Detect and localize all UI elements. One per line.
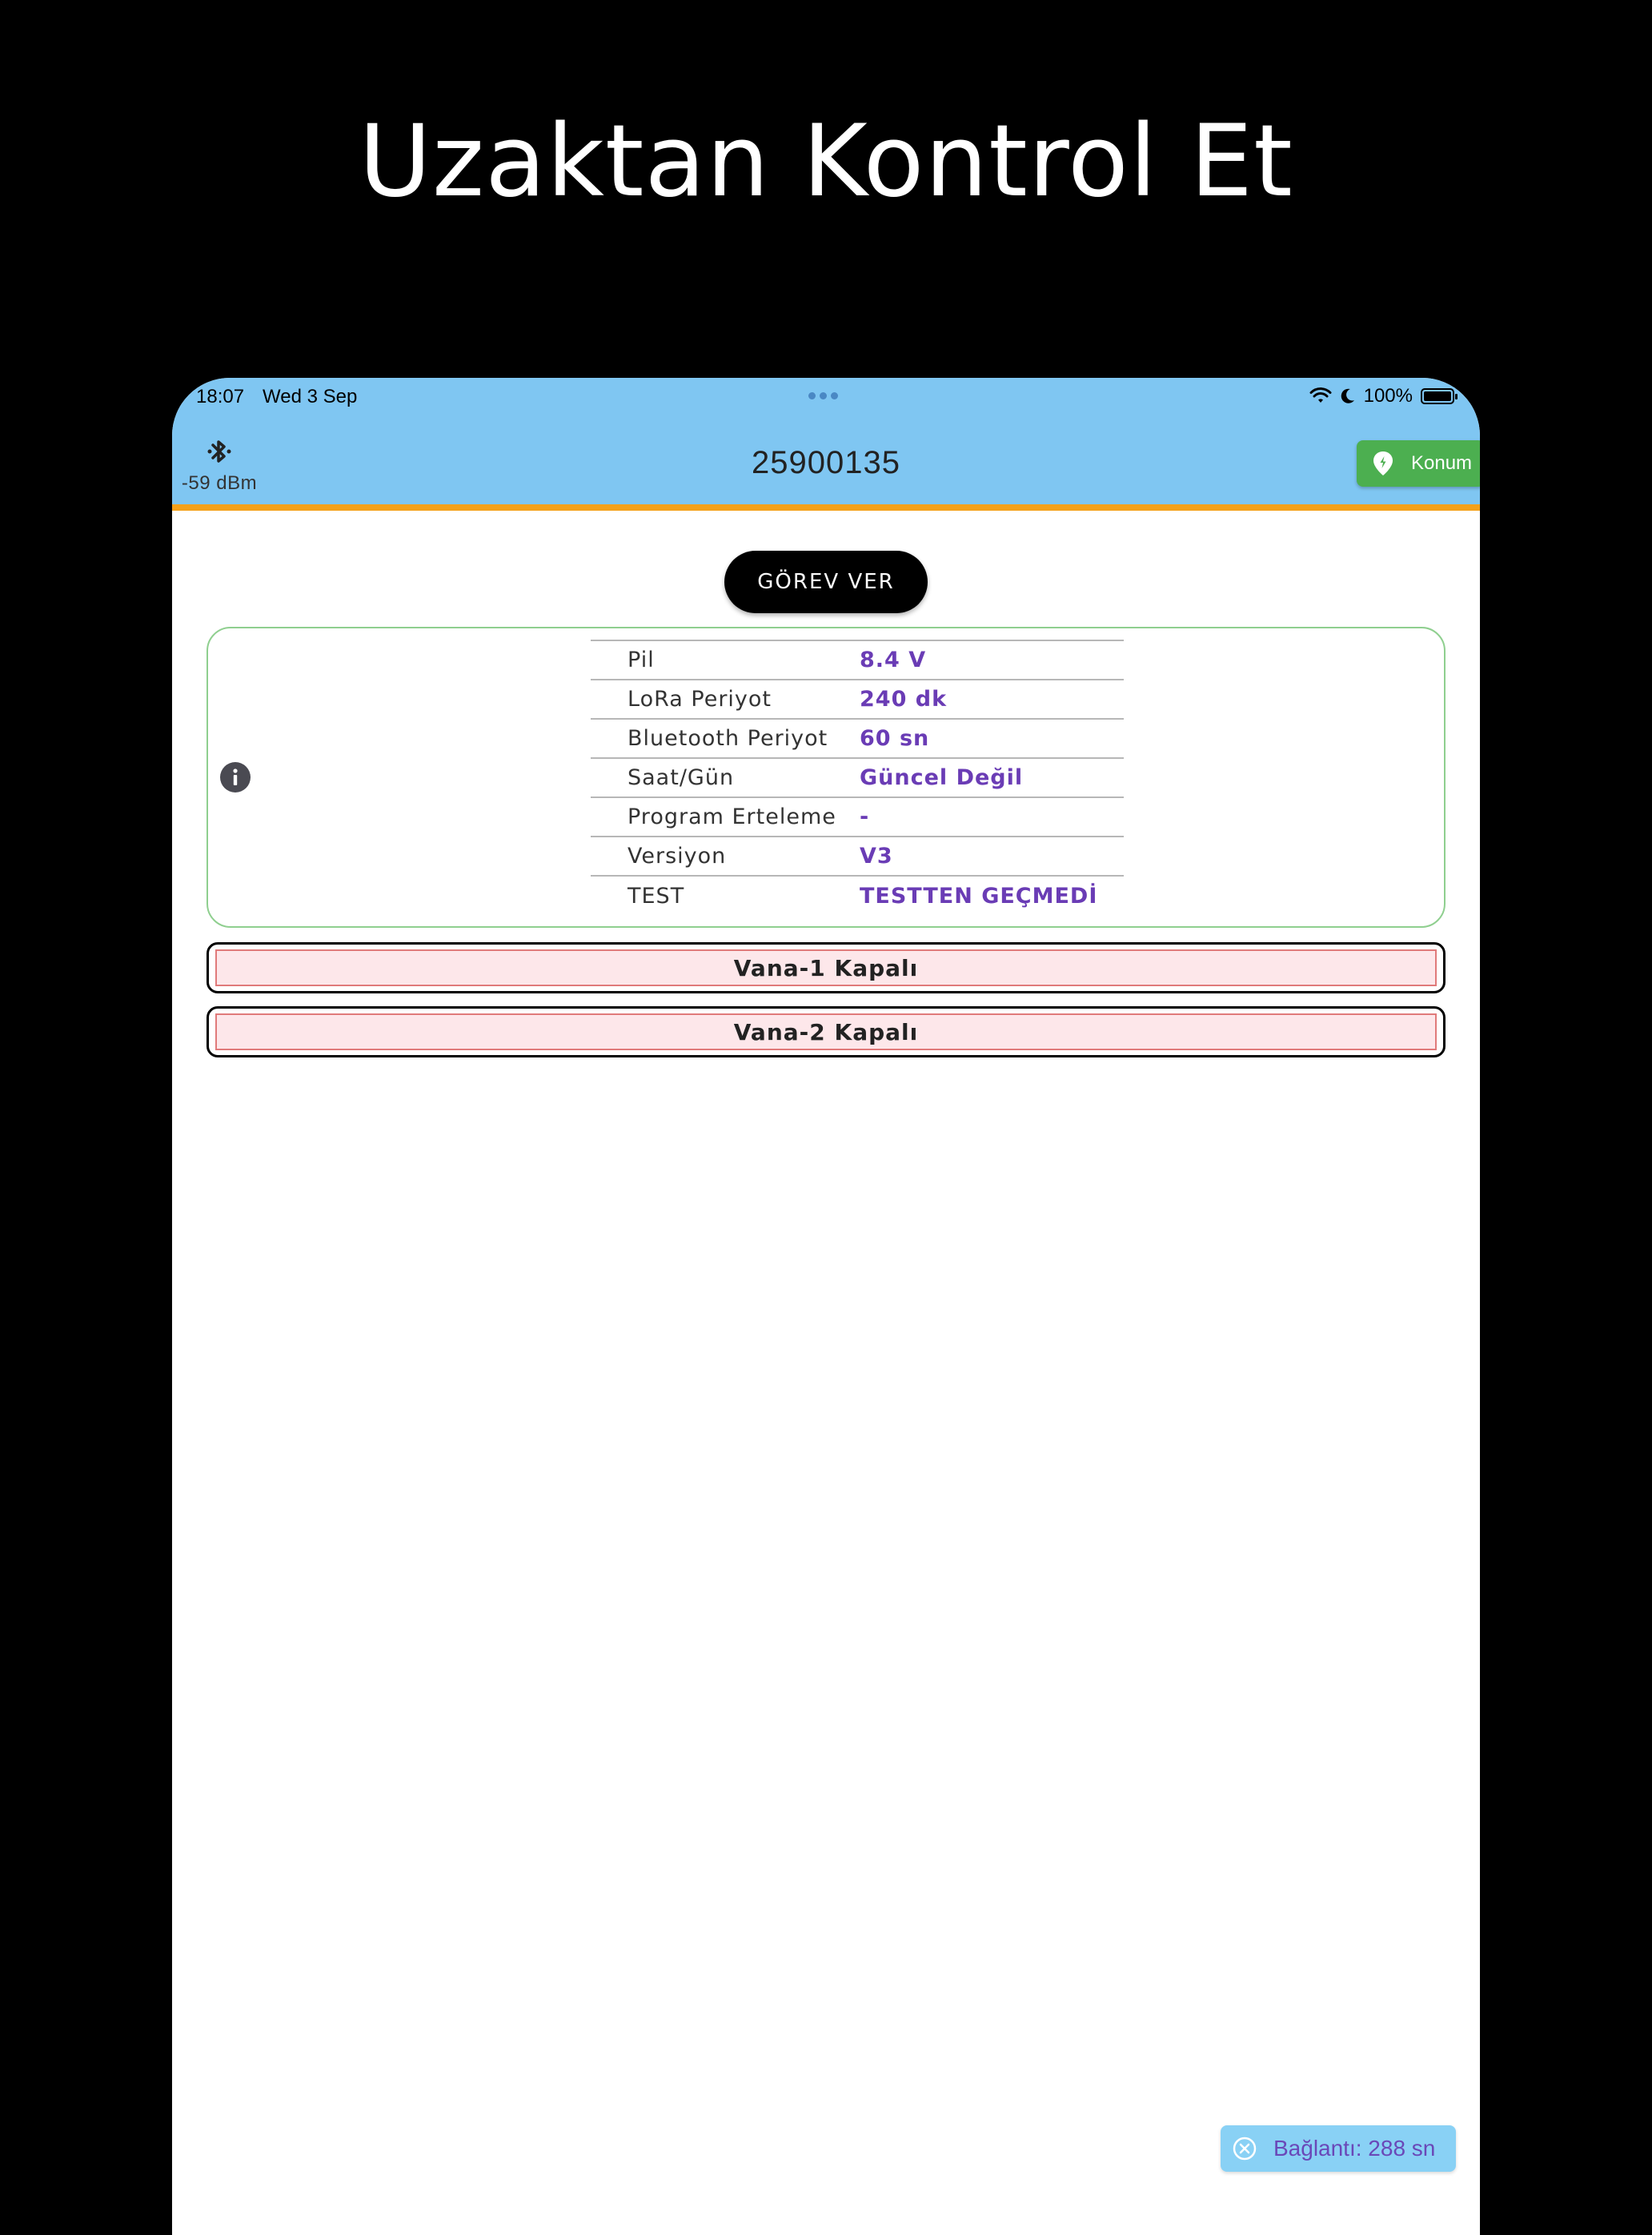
location-button[interactable] xyxy=(1357,440,1480,487)
row-label: Pil xyxy=(628,648,655,672)
row-label: TEST xyxy=(628,883,685,909)
moon-icon xyxy=(1340,387,1356,405)
table-row xyxy=(591,640,1124,680)
row-value: Güncel Değil xyxy=(860,765,1024,790)
headline: Uzaktan Kontrol Et xyxy=(359,104,1293,219)
info-icon[interactable] xyxy=(219,761,251,793)
row-label: Program Erteleme xyxy=(628,805,836,829)
table-row xyxy=(591,837,1124,876)
valve-2-label: Vana-2 Kapalı xyxy=(215,1013,1437,1050)
row-label: LoRa Periyot xyxy=(628,687,772,712)
row-value: 240 dk xyxy=(860,687,948,712)
app-bar xyxy=(172,424,1480,504)
row-value: V3 xyxy=(860,844,893,869)
close-circle-icon[interactable] xyxy=(1232,2136,1257,2161)
status-time: 18:07 xyxy=(196,386,245,407)
location-pin-icon xyxy=(1373,451,1393,476)
row-label: Saat/Gün xyxy=(628,765,735,790)
row-label: Versiyon xyxy=(628,844,727,869)
device-screen xyxy=(172,378,1480,2235)
device-info-table xyxy=(591,640,1124,915)
app-bar-divider xyxy=(172,504,1480,511)
connection-timer-toast[interactable] xyxy=(1221,2125,1456,2172)
assign-task-button[interactable]: GÖREV VER xyxy=(724,551,928,613)
table-row xyxy=(591,876,1124,915)
multitasking-dots-icon[interactable] xyxy=(808,392,838,399)
status-bar xyxy=(172,378,1480,424)
table-row xyxy=(591,758,1124,797)
signal-strength: -59 dBm xyxy=(181,472,258,494)
row-label: Bluetooth Periyot xyxy=(628,726,828,751)
status-indicators xyxy=(1309,385,1454,407)
valve-1-label: Vana-1 Kapalı xyxy=(215,949,1437,986)
valve-1-button[interactable] xyxy=(206,942,1446,993)
battery-percent: 100% xyxy=(1363,385,1413,407)
location-button-label: Konum xyxy=(1411,452,1473,474)
table-row xyxy=(591,680,1124,719)
battery-icon xyxy=(1421,388,1454,404)
row-value: TESTTEN GEÇMEDİ xyxy=(860,883,1098,909)
device-info-card xyxy=(206,627,1446,928)
connection-timer-label: Bağlantı: 288 sn xyxy=(1273,2136,1436,2161)
wifi-icon xyxy=(1309,387,1332,405)
device-id-title: 25900135 xyxy=(752,445,900,480)
row-value: - xyxy=(860,805,870,829)
valve-2-button[interactable] xyxy=(206,1006,1446,1057)
row-value: 60 sn xyxy=(860,726,930,751)
row-value: 8.4 V xyxy=(860,648,927,672)
table-row xyxy=(591,719,1124,758)
status-date: Wed 3 Sep xyxy=(263,386,358,407)
table-row xyxy=(591,797,1124,837)
